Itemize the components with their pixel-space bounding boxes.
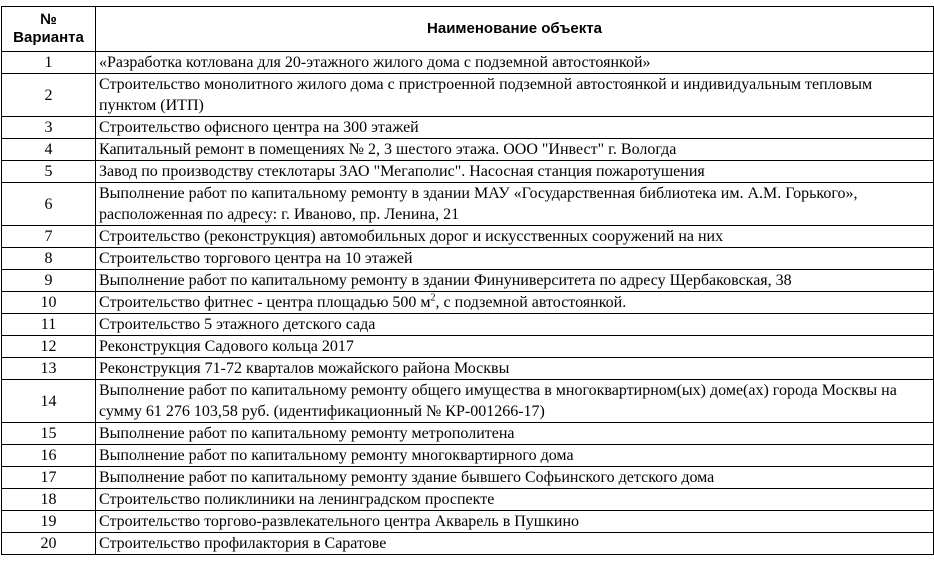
variant-number: 15	[2, 423, 96, 445]
table-row	[2, 74, 934, 117]
object-name: Выполнение работ по капитальному ремонту многоквартирного дома	[96, 445, 934, 467]
object-name: Строительство торгово-развлекательного центра Акварель в Пушкино	[96, 511, 934, 533]
table-row	[2, 358, 934, 380]
variant-number: 16	[2, 445, 96, 467]
object-name: Выполнение работ по капитальному ремонту в здании МАУ «Государственная библиотека им. А.М. Горького», расположенная по адресу: г. Иваново, пр. Ленина, 21	[96, 183, 934, 226]
variant-number: 1	[2, 52, 96, 74]
table-row	[2, 423, 934, 445]
variant-number: 6	[2, 183, 96, 226]
object-name-text: Строительство фитнес - центра площадью 500 м	[99, 294, 431, 311]
variant-number: 10	[2, 292, 96, 314]
table-row	[2, 445, 934, 467]
variant-number: 17	[2, 467, 96, 489]
table-row	[2, 183, 934, 226]
table-row	[2, 248, 934, 270]
variant-number: 14	[2, 380, 96, 423]
object-name-header: Наименование объекта	[96, 7, 934, 52]
variant-number: 20	[2, 533, 96, 555]
object-name-tail: , с подземной автостоянкой.	[435, 294, 627, 311]
table-row	[2, 139, 934, 161]
variant-number: 5	[2, 161, 96, 183]
object-name: Строительство 5 этажного детского сада	[96, 314, 934, 336]
variant-number-header-symbol: №	[40, 11, 57, 28]
table-row	[2, 467, 934, 489]
variant-number: 11	[2, 314, 96, 336]
variant-number: 3	[2, 117, 96, 139]
variant-number: 13	[2, 358, 96, 380]
object-name: Реконструкция Садового кольца 2017	[96, 336, 934, 358]
object-name: Выполнение работ по капитальному ремонту общего имущества в многоквартирном(ых) доме(ах) города Москвы на сумму 61 276 103,58 руб. (идентификационный № КР-001266-17)	[96, 380, 934, 423]
superscript: 2	[430, 292, 436, 304]
table-row	[2, 161, 934, 183]
table-row	[2, 117, 934, 139]
object-name: Капитальный ремонт в помещениях № 2, 3 шестого этажа. ООО "Инвест" г. Вологда	[96, 139, 934, 161]
table-row	[2, 336, 934, 358]
object-name: Строительство монолитного жилого дома с пристроенной подземной автостоянкой и индивидуальным тепловым пунктом (ИТП)	[96, 74, 934, 117]
object-name: Строительство поликлиники на ленинградском проспекте	[96, 489, 934, 511]
table-row	[2, 52, 934, 74]
variant-number: 7	[2, 226, 96, 248]
object-name: Строительство профилактория в Саратове	[96, 533, 934, 555]
variant-number: 2	[2, 74, 96, 117]
object-name: «Разработка котлована для 20-этажного жилого дома с подземной автостоянкой»	[96, 52, 934, 74]
table-row	[2, 533, 934, 555]
table-row	[2, 489, 934, 511]
table-row	[2, 380, 934, 423]
table-row	[2, 226, 934, 248]
object-name	[96, 292, 934, 314]
object-name: Выполнение работ по капитальному ремонту в здании Финуниверситета по адресу Щербаковская, 38	[96, 270, 934, 292]
header-row	[2, 7, 934, 52]
object-name: Строительство (реконструкция) автомобильных дорог и искусственных сооружений на них	[96, 226, 934, 248]
variant-number-header	[2, 7, 96, 52]
variant-number: 19	[2, 511, 96, 533]
table-row	[2, 314, 934, 336]
variant-number: 18	[2, 489, 96, 511]
variants-table	[1, 6, 934, 555]
object-name: Реконструкция 71-72 кварталов можайского района Москвы	[96, 358, 934, 380]
table-row	[2, 292, 934, 314]
table-row	[2, 511, 934, 533]
variant-number: 8	[2, 248, 96, 270]
table-row	[2, 270, 934, 292]
object-name: Строительство офисного центра на 300 этажей	[96, 117, 934, 139]
object-name: Выполнение работ по капитальному ремонту метрополитена	[96, 423, 934, 445]
variant-number: 4	[2, 139, 96, 161]
object-name: Выполнение работ по капитальному ремонту здание бывшего Софьинского детского дома	[96, 467, 934, 489]
variant-number: 12	[2, 336, 96, 358]
variant-number: 9	[2, 270, 96, 292]
variant-number-header-label: Варианта	[13, 29, 84, 46]
object-name: Завод по производству стеклотары ЗАО "Мегаполис". Насосная станция пожаротушения	[96, 161, 934, 183]
object-name: Строительство торгового центра на 10 этажей	[96, 248, 934, 270]
